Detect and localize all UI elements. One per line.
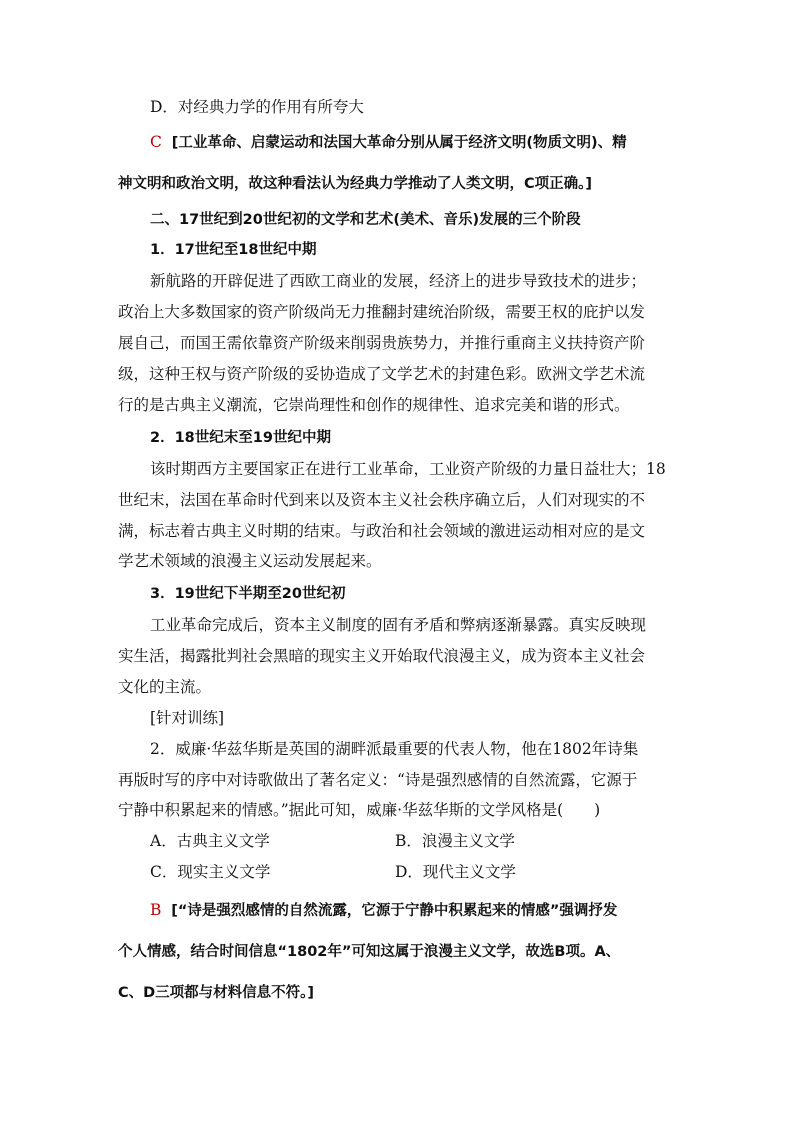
stage1-title: 1．17世纪至18世纪中期 <box>150 242 317 258</box>
q2-explanation-line-1 <box>150 900 617 921</box>
q2-stem-line: 宁静中积累起来的情感。”据此可知，威廉·华兹华斯的文学风格是( ) <box>118 801 601 819</box>
q2-explanation-line: 个人情感，结合时间信息“1802年”可知这属于浪漫主义文学，故选B项。A、 <box>118 944 621 960</box>
stage1-line: 行的是古典主义潮流，它崇尚理性和创作的规律性、追求完美和谐的形式。 <box>118 396 630 414</box>
q2-answer-letter: B <box>150 901 162 919</box>
stage2-line: 满，标志着古典主义时期的结束。与政治和社会领域的激进运动相对应的是文 <box>118 522 646 540</box>
q1-option-d: D．对经典力学的作用有所夸大 <box>150 98 364 116</box>
q2-option-a: A．古典主义文学 <box>150 832 270 850</box>
q1-explanation-text: [工业革命、启蒙运动和法国大革命分别从属于经济文明(物质文明)、精 <box>171 135 627 151</box>
q1-explanation-line-2: 神文明和政治文明，故这种看法认为经典力学推动了人类文明，C项正确。] <box>118 176 593 192</box>
stage1-line: 政治上大多数国家的资产阶级尚无力推翻封建统治阶级，需要王权的庇护以发 <box>118 303 646 321</box>
stage1-line: 级，这种王权与资产阶级的妥协造成了文学艺术的封建色彩。欧洲文学艺术流 <box>118 365 646 383</box>
q1-answer-letter: C <box>150 133 162 151</box>
stage3-line: 文化的主流。 <box>118 678 212 696</box>
q2-stem-line: 2．威廉·华兹华斯是英国的湖畔派最重要的代表人物，他在1802年诗集 <box>150 740 639 758</box>
section-heading: 二、17世纪到20世纪初的文学和艺术(美术、音乐)发展的三个阶段 <box>150 212 581 228</box>
q2-stem-line: 再版时写的序中对诗歌做出了著名定义：“诗是强烈感情的自然流露，它源于 <box>118 771 638 789</box>
stage1-line: 展自己，而国王需依靠资产阶级来削弱贵族势力，并推行重商主义扶持资产阶 <box>118 334 646 352</box>
q2-explanation-text: [“诗是强烈感情的自然流露，它源于宁静中积累起来的情感”强调抒发 <box>171 903 618 919</box>
stage2-line: 世纪末，法国在革命时代到来以及资本主义社会秩序确立后，人们对现实的不 <box>118 491 646 509</box>
stage1-line: 新航路的开辟促进了西欧工商业的发展，经济上的进步导致技术的进步； <box>150 272 647 290</box>
stage3-title: 3．19世纪下半期至20世纪初 <box>150 586 346 602</box>
q2-option-c: C．现实主义文学 <box>150 863 271 881</box>
q1-explanation-line-1 <box>150 132 627 153</box>
stage3-line: 工业革命完成后，资本主义制度的固有矛盾和弊病逐渐暴露。真实反映现 <box>150 616 647 634</box>
training-label: [针对训练] <box>150 709 225 727</box>
stage2-line: 学艺术领域的浪漫主义运动发展起来。 <box>118 552 382 570</box>
stage2-title: 2．18世纪末至19世纪中期 <box>150 430 331 446</box>
q2-option-d: D．现代主义文学 <box>395 863 516 881</box>
stage3-line: 实生活，揭露批判社会黑暗的现实主义开始取代浪漫主义，成为资本主义社会 <box>118 647 646 665</box>
q2-option-b: B．浪漫主义文学 <box>395 832 515 850</box>
stage2-line: 该时期西方主要国家正在进行工业革命，工业资产阶级的力量日益壮大；18 <box>150 460 666 478</box>
q2-explanation-line: C、D三项都与材料信息不符。] <box>118 985 315 1001</box>
